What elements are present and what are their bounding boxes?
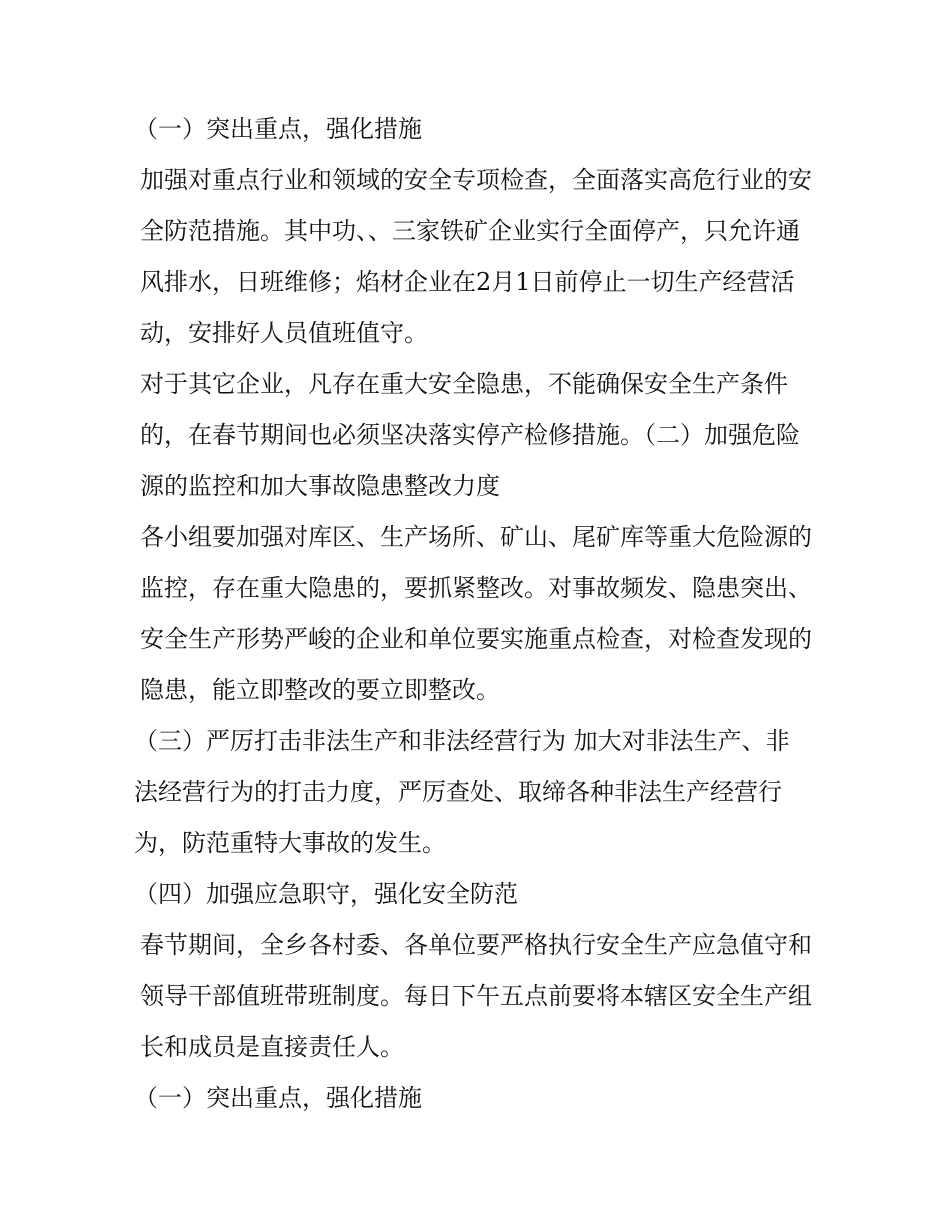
section-heading: （四）加强应急职守，强化安全防范 (134, 880, 518, 908)
paragraph: 加强对重点行业和领域的安全专项检查，全面落实高危行业的安全防范措施。其中功、、三家铁矿企业实行全面停产，只允许通风排水，日班维修；焰材企业在2月1日前停止一切生产经营活动，安排好人员值班值守。 (140, 166, 812, 347)
section-heading: （一）突出重点，强化措施 (134, 115, 422, 143)
section-heading: （一）突出重点，强化措施 (134, 1084, 422, 1112)
paragraph: 各小组要加强对库区、生产场所、矿山、尾矿库等重大危险源的监控，存在重大隐患的，要抓紧整改。对事故频发、隐患突出、安全生产形势严峻的企业和单位要实施重点检查，对检查发现的隐患，能立即整改的要立即整改。 (140, 523, 812, 704)
paragraph: 对于其它企业，凡存在重大安全隐患，不能确保安全生产条件的，在春节期间也必须坚决落实停产检修措施。（二）加强危险源的监控和加大事故隐患整改力度 (140, 370, 800, 500)
paragraph: 春节期间，全乡各村委、各单位要严格执行安全生产应急值守和领导干部值班带班制度。每日下午五点前要将本辖区安全生产组长和成员是直接责任人。 (140, 931, 812, 1061)
document-body (134, 104, 812, 1124)
section-heading: （三）严厉打击非法生产和非法经营行为 加大对非法生产、非法经营行为的打击力度，严厉查处、取缔各种非法生产经营行为，防范重特大事故的发生。 (134, 727, 790, 857)
